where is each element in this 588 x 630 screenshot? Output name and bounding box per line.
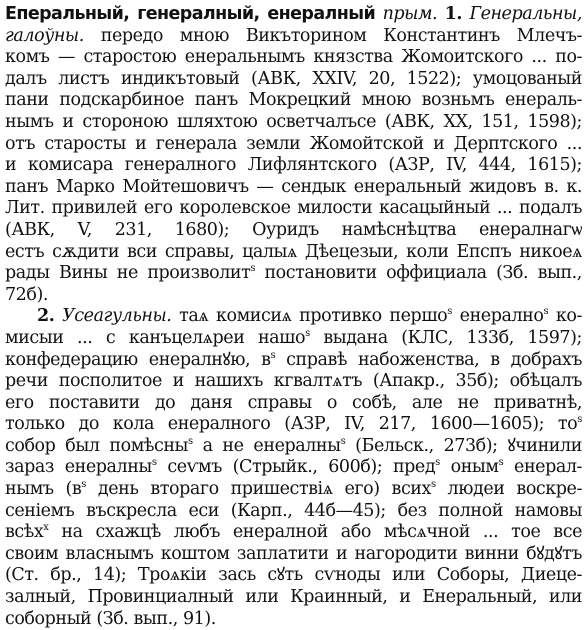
superscript-letter: s — [151, 457, 157, 469]
sense-2-text-line: только до кола енералного (АЗР, IV, 217, 1600—1605); $то^s$ — [5, 414, 582, 435]
sense-2-text-line: сенiемъ въскресла еси (Карп., 44б—45); без полной намовы — [5, 500, 582, 521]
superscript-letter: s — [447, 306, 452, 318]
sense-2-gloss: Усеагульны. — [62, 306, 172, 327]
sense-2-number: 2. — [37, 306, 55, 327]
sense-2-text-line: зараз енералны$^s$ сеѵмъ (Стрыйк., 600б); пред$^s$ оным$^s$ енерал- — [5, 457, 582, 478]
superscript-letter: х — [43, 522, 49, 534]
superscript-letter: s — [543, 306, 549, 318]
sense-2-text-line: речи посполитое и нашихъ кгвалтѧтъ (Апакр., 35б); обѣцалъ — [5, 371, 582, 392]
superscript-letter: s — [81, 479, 86, 491]
sense-2-text-line: таѧ комисиѧ противко першо$^s$ енерално$^s$ ко- — [179, 306, 582, 327]
sense-1-number: 1. — [444, 4, 462, 24]
sense-1-text-line: 72б). — [5, 284, 48, 305]
sense-1-text-line: нымъ и стороною шляхтою осветчалъсе (АВК, XX, 151, 1598); — [5, 111, 582, 132]
sense-2-text-line: залный, Провинциалный или Краинный, и Енеральный, или — [5, 587, 582, 608]
sense-1-text-line: панъ Марко Мойтешовичъ — сендык енеральный жидовъ в. к. — [5, 176, 582, 197]
superscript-letter: s — [250, 263, 256, 275]
sense-1-text-line: Лит. привилей его королевское милости касацыйный ... подалъ — [5, 198, 582, 219]
sense-2-text-line: его поставити до даня справы о собѣ, але не приватнѣ, — [5, 392, 582, 413]
sense-2-text-line: всѣх$^х$ на схажцѣ любъ енералной або мѣсѧчной ... тое все — [5, 522, 582, 543]
sense-1-text-line: отъ старосты и генерала земли Жомойтской и Дерптского ... — [5, 133, 582, 154]
entry-line-1 — [5, 4, 582, 26]
superscript-letter: s — [270, 349, 276, 361]
sense-1-text-line: далъ листъ индикътовый (АВК, XXIV, 20, 1522); умоцованый — [5, 68, 582, 89]
sense-2-text-line: (Ст. бр., 14); Троѧкiи зась сꙋть сѵноды или Соборы, Диеце- — [5, 565, 582, 586]
sense-2-text-line: своим власнымъ коштом заплатити и нагородити винни бꙋдꙋтъ — [5, 543, 582, 564]
sense-1-gloss-head: Генеральны, — [469, 4, 582, 24]
sense-1-text-line: рады Вины не произволит$^s$ постановити оффициала (Зб. вып., — [5, 263, 582, 284]
sense-1-text-line: (АВК, V, 231, 1680); Оуридъ намѣснѣцтва енералнагѡ — [5, 219, 582, 240]
sense-2-text-line: нымъ ($в^s$ день втораго пришествіѧ его) всих$^s$ людеи воскре- — [5, 479, 582, 500]
superscript-letter: s — [498, 457, 504, 469]
sense-1-text-line: и комисара генералного Лифлянтского (АЗР, IV, 444, 1615); — [5, 155, 582, 176]
headword: Еперальный, генералный, енералный — [5, 4, 376, 24]
sense-1-gloss-tail: галоўны. — [5, 25, 84, 46]
part-of-speech: прым. — [382, 4, 438, 24]
sense-2-text-line: соборный (Зб. вып., 91). — [5, 608, 216, 629]
sense-2-text-line: собор был помѣсны$^s$ а не енералны$^s$ (Бельск., 273б); ꙋчинили — [5, 435, 582, 456]
superscript-letter: s — [435, 457, 440, 469]
sense-1-text-line: естъ сѫдити вси справы, цалыѧ Дѣецезыи, коли Епспъ никоеѧ — [5, 241, 582, 262]
sense-1-text-line: пани подскарбиное панъ Мокрецкий мною возньмъ енераль- — [5, 90, 582, 111]
sense-2-text-line: мисыи ... с канъцелѧреи нашо$^s$ выдана (КЛС, 133б, 1597); — [5, 327, 582, 348]
superscript-letter: s — [430, 479, 436, 491]
entry-line-2 — [5, 26, 582, 48]
sense-1-text-line: передо мною Викъторином Константинъ Млечъ- — [100, 25, 582, 46]
superscript-letter: s — [577, 414, 582, 426]
sense-1-text-line: комъ — старостою енеральнымъ князства Жомоитского ... по- — [5, 47, 582, 68]
sense-2-text-line: конфедерацию енералнꙋю, $в^s$ справѣ набоженства, в добрахъ — [5, 349, 582, 370]
superscript-letter: s — [340, 436, 346, 448]
superscript-letter: s — [305, 328, 310, 340]
superscript-letter: s — [188, 436, 193, 448]
sense-2-first-line — [5, 306, 582, 328]
